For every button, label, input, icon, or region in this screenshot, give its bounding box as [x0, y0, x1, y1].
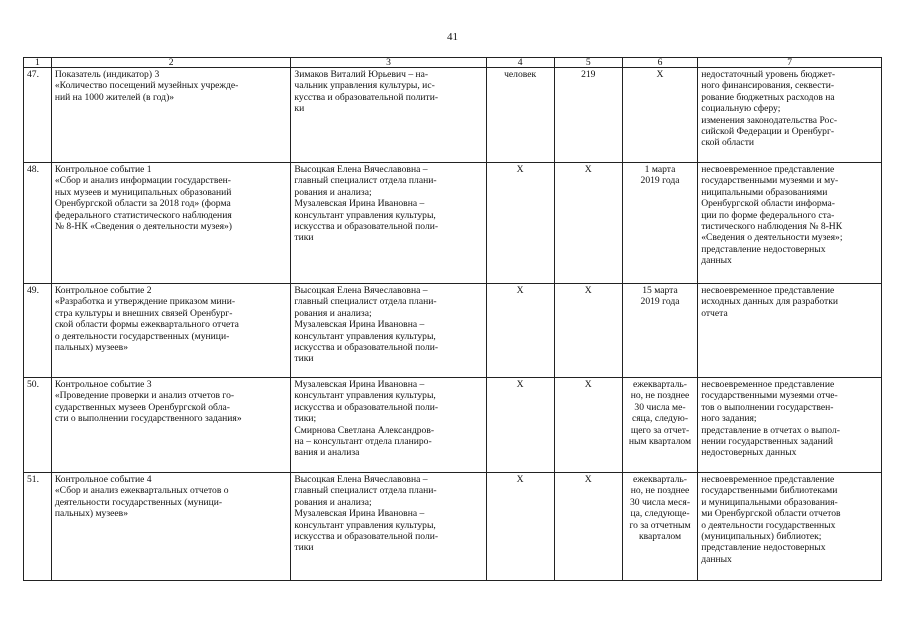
unit-cell [486, 68, 554, 163]
name-cell [51, 163, 291, 284]
page-number: 41 [447, 31, 458, 43]
responsible-line: Музалевская Ирина Ивановна – [294, 508, 425, 520]
column-header: 2 [51, 58, 291, 68]
column-header: 7 [698, 58, 882, 68]
row-number-cell [24, 378, 52, 473]
row-number-cell [24, 473, 52, 581]
responsible-line: вания и анализа [294, 447, 360, 459]
name-line: Контрольное событие 2 [54, 285, 152, 296]
risk-cell [698, 284, 882, 378]
date-line: 15 марта [642, 285, 678, 296]
date-line: го за отчетным [629, 519, 691, 531]
responsible-line: тики [294, 542, 314, 554]
date-line: 2019 года [640, 175, 680, 187]
name-line: сударственных музеев Оренбургской обла- [54, 401, 230, 413]
responsible-line: искусства и образовательной поли- [294, 401, 439, 413]
indicator-value: Х [584, 379, 592, 390]
responsible-line: кусства и образовательной полити- [294, 91, 439, 103]
table-row [24, 284, 882, 378]
responsible-cell [291, 378, 486, 473]
risk-line: ми Оренбургской области отчетов [701, 508, 841, 520]
name-cell [51, 284, 291, 378]
date-cell [622, 378, 697, 473]
responsible-line: главный специалист отдела плани- [294, 175, 437, 187]
date-line: 30 числа ме- [634, 401, 686, 413]
date-line: 2019 года [640, 296, 680, 308]
name-line: о деятельности государственных (муници- [54, 330, 230, 342]
name-line: № 8-НК «Сведения о деятельности музея») [54, 221, 232, 233]
responsible-line: тики; [294, 413, 317, 425]
risk-line: рование бюджетных расходов на [701, 91, 835, 103]
date-line: 30 числа меся- [629, 496, 691, 508]
name-line: ний на 1000 жителей (в год)» [54, 91, 175, 103]
risk-line: исходных данных для разработки [701, 296, 839, 308]
responsible-line: главный специалист отдела плани- [294, 296, 437, 308]
responsible-line: чальник управления культуры, ис- [294, 80, 435, 92]
indicator-value: Х [584, 474, 592, 485]
responsible-line: главный специалист отдела плани- [294, 485, 437, 497]
risk-line: о деятельности государственных [701, 519, 836, 531]
name-line: стра культуры и внешних связей Оренбург- [54, 307, 233, 319]
date-cell [622, 284, 697, 378]
risk-line: изменения законодательства Рос- [701, 114, 838, 126]
row-number: 51. [27, 474, 39, 485]
row-number-cell [24, 68, 52, 163]
responsible-line: на – консультант отдела планиро- [294, 436, 432, 448]
name-line: Показатель (индикатор) 3 [54, 69, 160, 80]
value-cell [554, 284, 622, 378]
value-cell [554, 378, 622, 473]
column-header: 5 [554, 58, 622, 68]
name-line: Контрольное событие 4 [54, 474, 152, 485]
date-cell [622, 68, 697, 163]
risk-line: (муниципальных) библиотек; [701, 531, 822, 543]
name-line: сти о выполнении государственного задания» [54, 413, 242, 425]
row-number-cell [24, 284, 52, 378]
table-row [24, 473, 882, 581]
risk-cell [698, 473, 882, 581]
row-number-cell [24, 163, 52, 284]
risk-cell [698, 68, 882, 163]
name-cell [51, 378, 291, 473]
risk-line: государственными музеями и му- [701, 175, 839, 187]
unit-cell [486, 378, 554, 473]
value-cell [554, 473, 622, 581]
column-header: 6 [622, 58, 697, 68]
responsible-line: консультант управления культуры, [294, 390, 436, 402]
plan-table [23, 57, 882, 581]
date-line: щего за отчет- [630, 424, 690, 436]
responsible-line: искусства и образовательной поли- [294, 221, 439, 233]
name-cell [51, 473, 291, 581]
responsible-line: Музалевская Ирина Ивановна – [294, 379, 425, 390]
responsible-line: Высоцкая Елена Вячеславовна – [294, 474, 428, 485]
column-header: 3 [291, 58, 486, 68]
row-number: 50. [27, 379, 39, 390]
name-line: ской области формы ежеквартального отчета [54, 319, 239, 331]
responsible-line: Музалевская Ирина Ивановна – [294, 198, 425, 210]
risk-line: государственными музеями отче- [701, 390, 838, 402]
risk-line: несвоевременное представление [701, 474, 835, 485]
row-number: 48. [27, 164, 39, 175]
responsible-line: Смирнова Светлана Александров- [294, 424, 435, 436]
risk-line: ниципальными образованиями [701, 186, 828, 198]
table-header-row [24, 58, 882, 68]
risk-line: тистического наблюдения № 8-НК [701, 221, 843, 233]
date-line: ца, следующе- [630, 508, 690, 520]
responsible-line: рования и анализа; [294, 186, 372, 198]
responsible-line: консультант управления культуры, [294, 330, 436, 342]
risk-line: данных [701, 553, 732, 565]
unit-cell [486, 284, 554, 378]
risk-line: представление в отчетах о выпол- [701, 424, 840, 436]
name-line: ных музеев и муниципальных образований [54, 186, 232, 198]
responsible-line: Музалевская Ирина Ивановна – [294, 319, 425, 331]
date-line: ежекварталь- [632, 474, 688, 485]
responsible-line: Высоцкая Елена Вячеславовна – [294, 285, 428, 296]
risk-line: Оренбургской области информа- [701, 198, 835, 210]
name-cell [51, 68, 291, 163]
date-line: ным кварталом [628, 436, 692, 448]
date-line: ежекварталь- [632, 379, 688, 390]
name-line: «Разработка и утверждение приказом мини- [54, 296, 236, 308]
responsible-line: Высоцкая Елена Вячеславовна – [294, 164, 428, 175]
risk-line: несвоевременное представление [701, 285, 835, 296]
unit-value: Х [516, 164, 524, 175]
responsible-cell [291, 163, 486, 284]
date-line: 1 марта [644, 164, 676, 175]
responsible-cell [291, 284, 486, 378]
risk-line: тов о выполнении государствен- [701, 401, 834, 413]
name-line: пальных) музеев» [54, 508, 128, 520]
date-line: но, не позднее [630, 390, 690, 402]
date-line: Х [656, 69, 664, 80]
indicator-value: Х [584, 164, 592, 175]
risk-line: несвоевременное представление [701, 164, 835, 175]
unit-value: Х [516, 285, 524, 296]
risk-line: недостаточный уровень бюджет- [701, 69, 836, 80]
risk-cell [698, 378, 882, 473]
responsible-line: консультант управления культуры, [294, 209, 436, 221]
date-line: но, не позднее [630, 485, 690, 497]
name-line: пальных) музеев» [54, 342, 128, 354]
risk-line: ции по форме федерального ста- [701, 209, 835, 221]
indicator-value: 219 [581, 69, 596, 80]
unit-value: человек [504, 69, 537, 80]
risk-cell [698, 163, 882, 284]
name-line: «Сбор и анализ информации государствен- [54, 175, 231, 187]
value-cell [554, 163, 622, 284]
column-header: 4 [486, 58, 554, 68]
table-row [24, 378, 882, 473]
risk-line: ской области [701, 137, 755, 149]
responsible-line: тики [294, 353, 314, 365]
unit-value: Х [516, 379, 524, 390]
risk-line: и муниципальными образования- [701, 496, 838, 508]
date-line: сяца, следую- [631, 413, 689, 425]
date-cell [622, 473, 697, 581]
risk-line: «Сведения о деятельности музея»; [701, 232, 843, 244]
value-cell [554, 68, 622, 163]
name-line: Оренбургской области за 2018 год» (форма [54, 198, 231, 210]
risk-line: социальную сферу; [701, 103, 781, 115]
risk-line: отчета [701, 307, 728, 319]
responsible-cell [291, 68, 486, 163]
table-row [24, 163, 882, 284]
name-line: Контрольное событие 1 [54, 164, 152, 175]
indicator-value: Х [584, 285, 592, 296]
unit-cell [486, 473, 554, 581]
date-cell [622, 163, 697, 284]
responsible-cell [291, 473, 486, 581]
name-line: федерального статистического наблюдения [54, 209, 232, 221]
risk-line: нении государственных заданий [701, 436, 834, 448]
row-number: 47. [27, 69, 39, 80]
risk-line: сийской Федерации и Оренбург- [701, 126, 835, 138]
risk-line: несвоевременное представление [701, 379, 835, 390]
table-row [24, 68, 882, 163]
responsible-line: ки [294, 103, 305, 115]
unit-value: Х [516, 474, 524, 485]
responsible-line: рования и анализа; [294, 496, 372, 508]
name-line: «Проведение проверки и анализ отчетов го- [54, 390, 235, 402]
risk-line: ного задания; [701, 413, 757, 425]
column-header: 1 [24, 58, 52, 68]
risk-line: государственными библиотеками [701, 485, 838, 497]
risk-line: представление недостоверных [701, 542, 826, 554]
risk-line: ного финансирования, секвести- [701, 80, 835, 92]
responsible-line: рования и анализа; [294, 307, 372, 319]
table-body [24, 68, 882, 581]
responsible-line: Зимаков Виталий Юрьевич – на- [294, 69, 429, 80]
unit-cell [486, 163, 554, 284]
name-line: «Сбор и анализ ежеквартальных отчетов о [54, 485, 229, 497]
responsible-line: искусства и образовательной поли- [294, 531, 439, 543]
row-number: 49. [27, 285, 39, 296]
name-line: Контрольное событие 3 [54, 379, 152, 390]
risk-line: представление недостоверных [701, 243, 826, 255]
date-line: кварталом [638, 531, 682, 543]
name-line: деятельности государственных (муници- [54, 496, 223, 508]
risk-line: данных [701, 255, 732, 267]
responsible-line: консультант управления культуры, [294, 519, 436, 531]
responsible-line: тики [294, 232, 314, 244]
name-line: «Количество посещений музейных учрежде- [54, 80, 239, 92]
risk-line: недостоверных данных [701, 447, 797, 459]
responsible-line: искусства и образовательной поли- [294, 342, 439, 354]
